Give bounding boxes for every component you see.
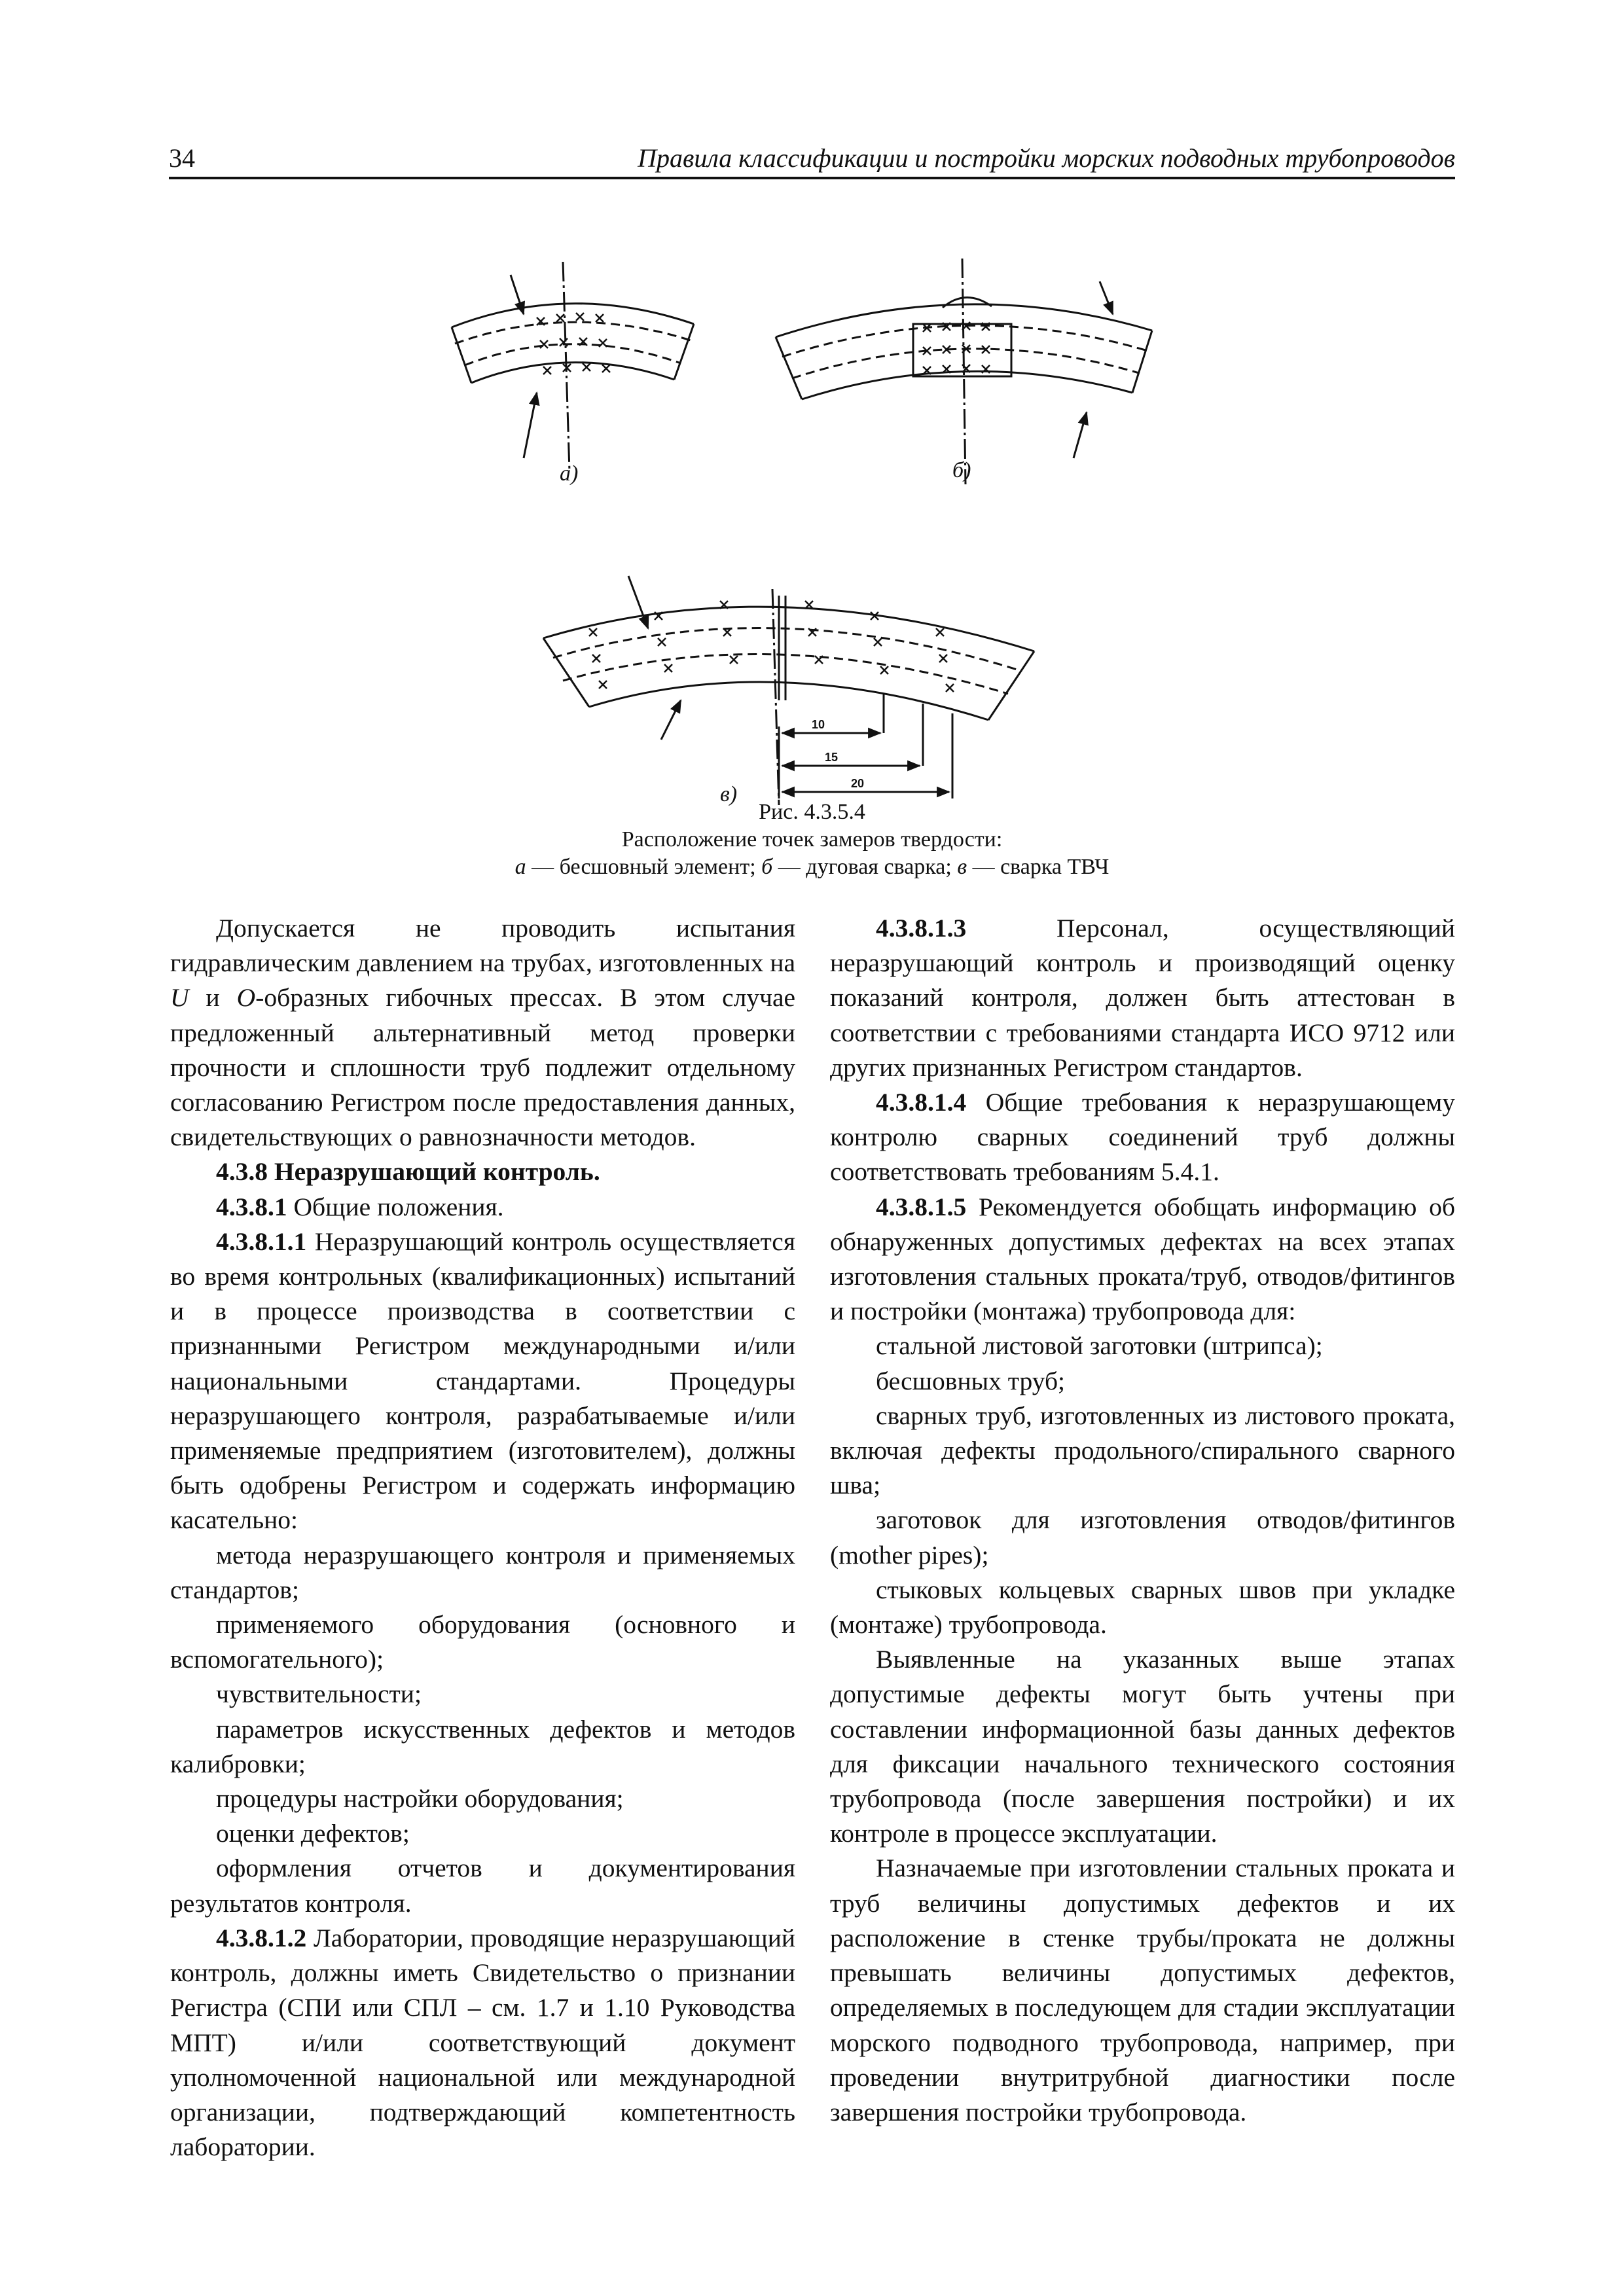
figure-caption-legend: а — бесшовный элемент; б — дуговая сварка; в — сварка ТВЧ — [514, 855, 1110, 879]
clause: 4.3.8.1.2 Лаборатории, проводящие неразрушающий контроль, должны иметь Свидетельство о признании Регистра (СПИ или СПЛ – см. 1.7 и 1.10 Руководства МПТ) и/или соответствующий документ уполномоченной национальной или международной организации, подтверждающий компетентность лаборатории. — [170, 1923, 795, 2162]
dim-label-15: 15 — [825, 751, 839, 764]
paragraph: Допускается не проводить испытания гидравлическим давлением на трубах, изготовленных на U и O-образных гибочных прессах. В этом случае предложенный альтернативный метод проверки прочности и сплошности труб подлежит отдельному согласованию Регистром после предоставления данных, свидетельствующих о равнозначности методов. — [170, 914, 796, 1152]
figure-number: Рис. 4.3.5.4 — [759, 800, 865, 824]
paragraph: Выявленные на указанных выше этапах допустимые дефекты могут быть учтены при составлении информационной базы данных дефектов для фиксации начального технического состояния трубопровода (после завершения постройки) и их контроле в процессе эксплуатации. — [830, 1645, 1455, 1848]
clause: 4.3.8.1.4 Общие требования к неразрушающему контролю сварных соединений труб должны соответствовать требованиям 5.4.1. — [830, 1088, 1455, 1187]
list-item: процедуры настройки оборудования; — [216, 1784, 624, 1814]
dim-label-20: 20 — [851, 777, 865, 790]
clause: 4.3.8.1.3 Персонал, осуществляющий неразрушающий контроль и производящий оценку показаний контроля, должен быть аттестован в соответствии с требованиями стандарта ИСО 9712 или других признанных Регистром стандартов. — [830, 914, 1455, 1082]
section-heading: 4.3.8 Неразрушающий контроль. — [216, 1157, 600, 1187]
page-number: 34 — [169, 143, 195, 173]
list-item: параметров искусственных дефектов и методов калибровки; — [170, 1714, 795, 1778]
running-title: Правила классификации и постройки морских подводных трубопроводов — [638, 143, 1455, 173]
clause: 4.3.8.1.5 Рекомендуется обобщать информацию об обнаруженных допустимых дефектах на всех этапах изготовления стальных проката/труб, отводов/фитингов и постройки (монтажа) трубопровода для: — [830, 1192, 1455, 1326]
list-item: метода неразрушающего контроля и применяемых стандартов; — [170, 1540, 795, 1604]
subfigure-label-b: б) — [952, 458, 971, 482]
clause: 4.3.8.1.1 Неразрушающий контроль осуществляется во время контрольных (квалификационных) испытаний и в процессе производства в соответствии с признанными Регистром международными и/или национальными стандартами. Процедуры неразрушающего контроля, разрабатываемые и/или применяемые предприятием (изготовителем), должны быть одобрены Регистром и содержать информацию касательно: — [170, 1227, 795, 1535]
diagram-a — [452, 262, 694, 471]
figure-hardness-points — [0, 0, 1624, 877]
subfigure-label-a: а) — [560, 461, 579, 486]
list-item: чувствительности; — [216, 1679, 422, 1709]
paragraph: Назначаемые при изготовлении стальных проката и труб величины допустимых дефектов и их расположение в стенке трубы/проката не должны превышать величины допустимых дефектов, определяемых в последующем для стадии эксплуатации морского подводного трубопровода, например, при проведении внутритрубной диагностики после завершения постройки трубопровода. — [830, 1854, 1455, 2126]
diagram-v — [543, 576, 1034, 805]
dim-label-10: 10 — [812, 718, 825, 731]
list-item: сварных труб, изготовленных из листового проката, включая дефекты продольного/спирального сварного шва; — [830, 1401, 1455, 1500]
list-item: стальной листовой заготовки (штрипса); — [876, 1331, 1323, 1361]
right-column — [830, 911, 1455, 2130]
subfigure-label-v: в) — [720, 782, 738, 806]
left-column — [170, 911, 795, 2164]
figure-caption-title: Расположение точек замеров твердости: — [621, 827, 1003, 852]
list-item: применяемого оборудования (основного и вспомогательного); — [170, 1610, 795, 1674]
list-item: бесшовных труб; — [876, 1366, 1066, 1395]
list-item: стыковых кольцевых сварных швов при укладке (монтаже) трубопровода. — [830, 1575, 1455, 1640]
list-item: заготовок для изготовления отводов/фитингов (mother pipes); — [830, 1505, 1455, 1570]
diagram-b — [776, 259, 1152, 484]
list-item: оценки дефектов; — [216, 1819, 410, 1848]
list-item: оформления отчетов и документирования результатов контроля. — [170, 1854, 795, 1918]
subsection: 4.3.8.1 Общие положения. — [216, 1192, 504, 1221]
